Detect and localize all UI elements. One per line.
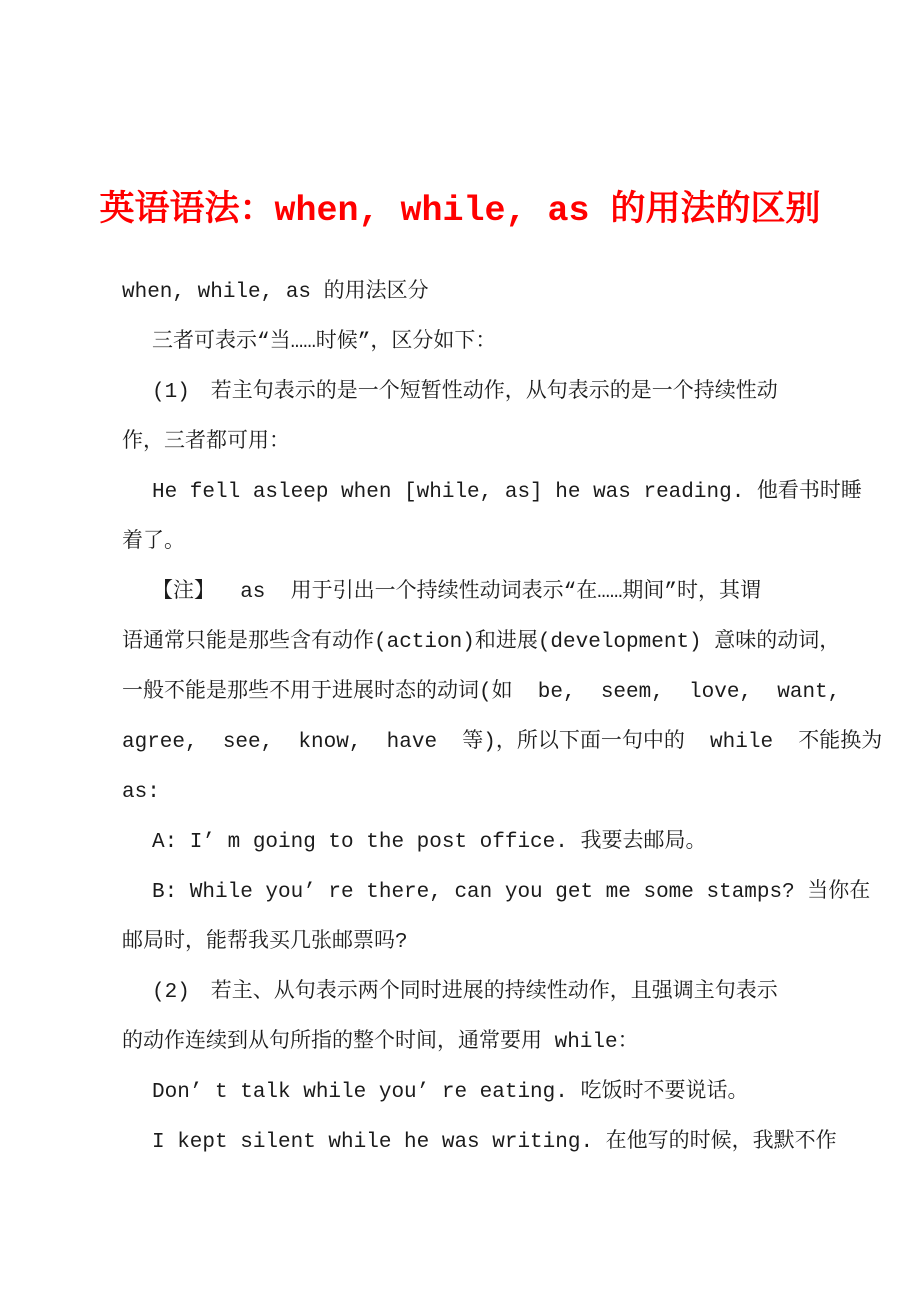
text-line: 作，三者都可用： — [122, 431, 290, 454]
document-title: 英语语法：when, while, as 的用法的区别 — [99, 191, 821, 231]
text-line: 三者可表示“当……时候”，区分如下： — [152, 331, 497, 354]
text-line: agree, see, know, have 等)，所以下面一句中的 while 不能换为 — [122, 731, 883, 754]
text-line: 一般不能是那些不用于进展时态的动词(如 be, seem, love, want, — [122, 681, 841, 704]
text-line: when, while, as 的用法区分 — [122, 281, 429, 304]
text-line: (1) 若主句表示的是一个短暂性动作，从句表示的是一个持续性动 — [152, 381, 778, 404]
text-line: 邮局时，能帮我买几张邮票吗? — [122, 931, 408, 954]
text-line: A: I’ m going to the post office. 我要去邮局。 — [152, 831, 707, 854]
text-line: 【注】 as 用于引出一个持续性动词表示“在……期间”时，其谓 — [152, 581, 762, 604]
text-line: (2) 若主、从句表示两个同时进展的持续性动作，且强调主句表示 — [152, 981, 778, 1004]
text-line: Don’ t talk while you’ re eating. 吃饭时不要说话。 — [152, 1081, 749, 1104]
text-line: B: While you’ re there, can you get me some stamps? 当你在 — [152, 881, 871, 904]
text-line: as: — [122, 781, 160, 804]
text-line: 语通常只能是那些含有动作(action)和进展(development) 意味的动词， — [122, 631, 841, 654]
document-body — [122, 268, 883, 1168]
text-line: He fell asleep when [while, as] he was reading. 他看书时睡 — [152, 481, 862, 504]
text-line: 着了。 — [122, 531, 185, 554]
text-line: I kept silent while he was writing. 在他写的时候，我默不作 — [152, 1131, 837, 1154]
text-line: 的动作连续到从句所指的整个时间，通常要用 while： — [122, 1031, 639, 1054]
